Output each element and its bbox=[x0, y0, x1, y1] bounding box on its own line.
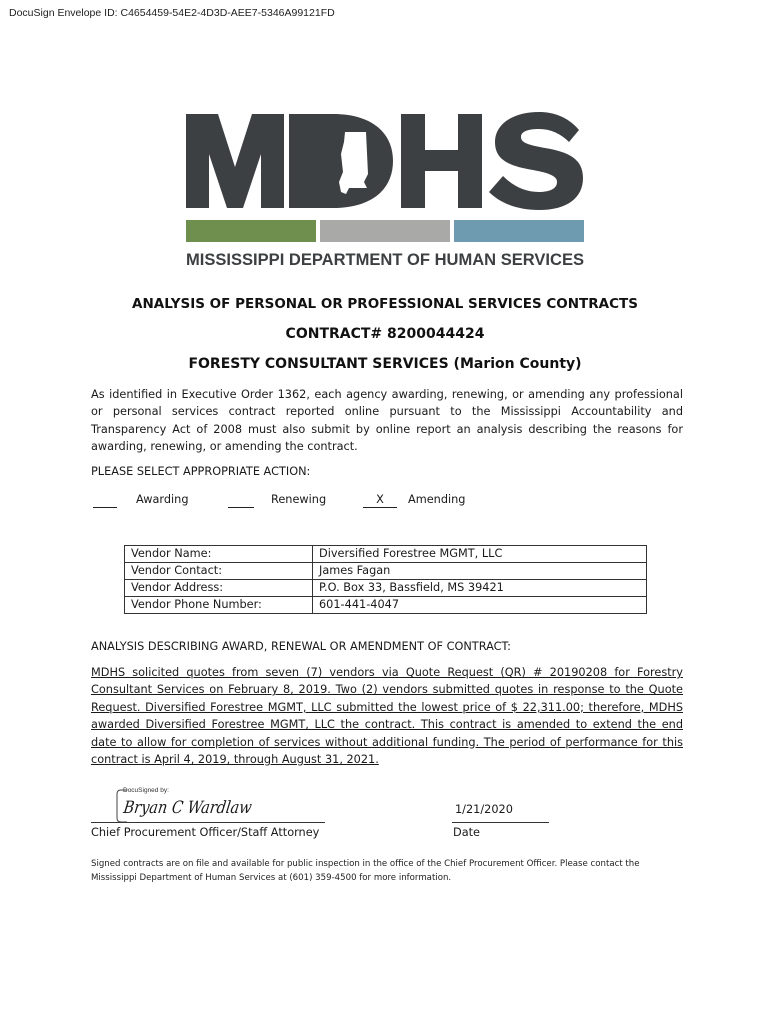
vendor-contact-value: James Fagan bbox=[313, 563, 647, 580]
logo-letter-m bbox=[186, 114, 284, 208]
renewing-label: Renewing bbox=[271, 493, 327, 506]
signature-date: 1/21/2020 bbox=[455, 803, 513, 816]
signature-line bbox=[91, 822, 325, 823]
date-label: Date bbox=[453, 826, 481, 839]
amending-mark: X bbox=[363, 493, 397, 508]
vendor-contact-label: Vendor Contact: bbox=[125, 563, 313, 580]
amending-label: Amending bbox=[408, 493, 466, 506]
select-action-prompt: PLEASE SELECT APPROPRIATE ACTION: bbox=[91, 465, 311, 478]
awarding-label: Awarding bbox=[136, 493, 189, 506]
document-title: ANALYSIS OF PERSONAL OR PROFESSIONAL SERVICES CONTRACTS bbox=[132, 296, 638, 312]
logo-letter-d bbox=[289, 114, 393, 208]
table-row bbox=[125, 597, 647, 614]
service-title: FORESTY CONSULTANT SERVICES (Marion County) bbox=[188, 356, 582, 372]
vendor-info-table bbox=[124, 545, 647, 614]
footer-note: Signed contracts are on file and available for public inspection in the office of the Chief Procurement Officer. Please contact the Mississippi Department of Human Services at (601) 359-4500 for more information. bbox=[91, 859, 640, 883]
signature-handwriting: Bryan C Wardlaw bbox=[122, 798, 276, 818]
contract-number: CONTRACT# 8200044424 bbox=[285, 326, 485, 342]
logo-bar-green bbox=[186, 220, 316, 242]
amending-option bbox=[363, 493, 397, 508]
mdhs-logo bbox=[183, 112, 587, 272]
logo-subtitle: MISSISSIPPI DEPARTMENT OF HUMAN SERVICES bbox=[186, 251, 584, 269]
docusign-envelope-id: DocuSign Envelope ID: C4654459-54E2-4D3D-AEE7-5346A99121FD bbox=[9, 7, 335, 19]
vendor-name-label: Vendor Name: bbox=[125, 546, 313, 563]
renewing-mark bbox=[228, 493, 254, 508]
logo-letter-s bbox=[489, 112, 583, 210]
logo-bar-gray bbox=[320, 220, 450, 242]
table-row bbox=[125, 546, 647, 563]
renewing-option bbox=[228, 493, 254, 511]
awarding-option bbox=[93, 493, 117, 511]
analysis-label: ANALYSIS DESCRIBING AWARD, RENEWAL OR AMENDMENT OF CONTRACT: bbox=[91, 640, 511, 653]
table-row bbox=[125, 580, 647, 597]
analysis-paragraph: MDHS solicited quotes from seven (7) vendors via Quote Request (QR) # 20190208 for Forestry Consultant Services on February 8, 2019. Two (2) vendors submitted quotes in response to the Quote Request. Diversified Forestree MGMT, LLC submitted the lowest price of $ 22,311.00; therefore, MDHS awarded Diversified Forestree MGMT, LLC the contract. This contract is amended to extend the end date to allow for completion of services without additional funding. The period of performance for this contract is April 4, 2019, through August 31, 2021. bbox=[91, 666, 683, 767]
vendor-phone-value: 601-441-4047 bbox=[313, 597, 647, 614]
vendor-address-value: P.O. Box 33, Bassfield, MS 39421 bbox=[313, 580, 647, 597]
date-line bbox=[452, 822, 549, 823]
docusign-label: DocuSigned by: bbox=[123, 787, 169, 794]
awarding-mark bbox=[93, 493, 117, 508]
action-selection bbox=[91, 493, 651, 513]
vendor-name-value: Diversified Forestree MGMT, LLC bbox=[313, 546, 647, 563]
docusign-signature bbox=[91, 784, 331, 826]
signer-title: Chief Procurement Officer/Staff Attorney bbox=[91, 826, 320, 839]
intro-paragraph: As identified in Executive Order 1362, each agency awarding, renewing, or amending any professional or personal services contract reported online pursuant to the Mississippi Accountability and Transparency Act of 2008 must also submit by online report an analysis describing the reasons for awarding, renewing, or amending the contract. bbox=[91, 388, 683, 454]
logo-bar-blue bbox=[454, 220, 584, 242]
table-row bbox=[125, 563, 647, 580]
logo-letter-h bbox=[401, 114, 482, 208]
vendor-phone-label: Vendor Phone Number: bbox=[125, 597, 313, 614]
vendor-address-label: Vendor Address: bbox=[125, 580, 313, 597]
